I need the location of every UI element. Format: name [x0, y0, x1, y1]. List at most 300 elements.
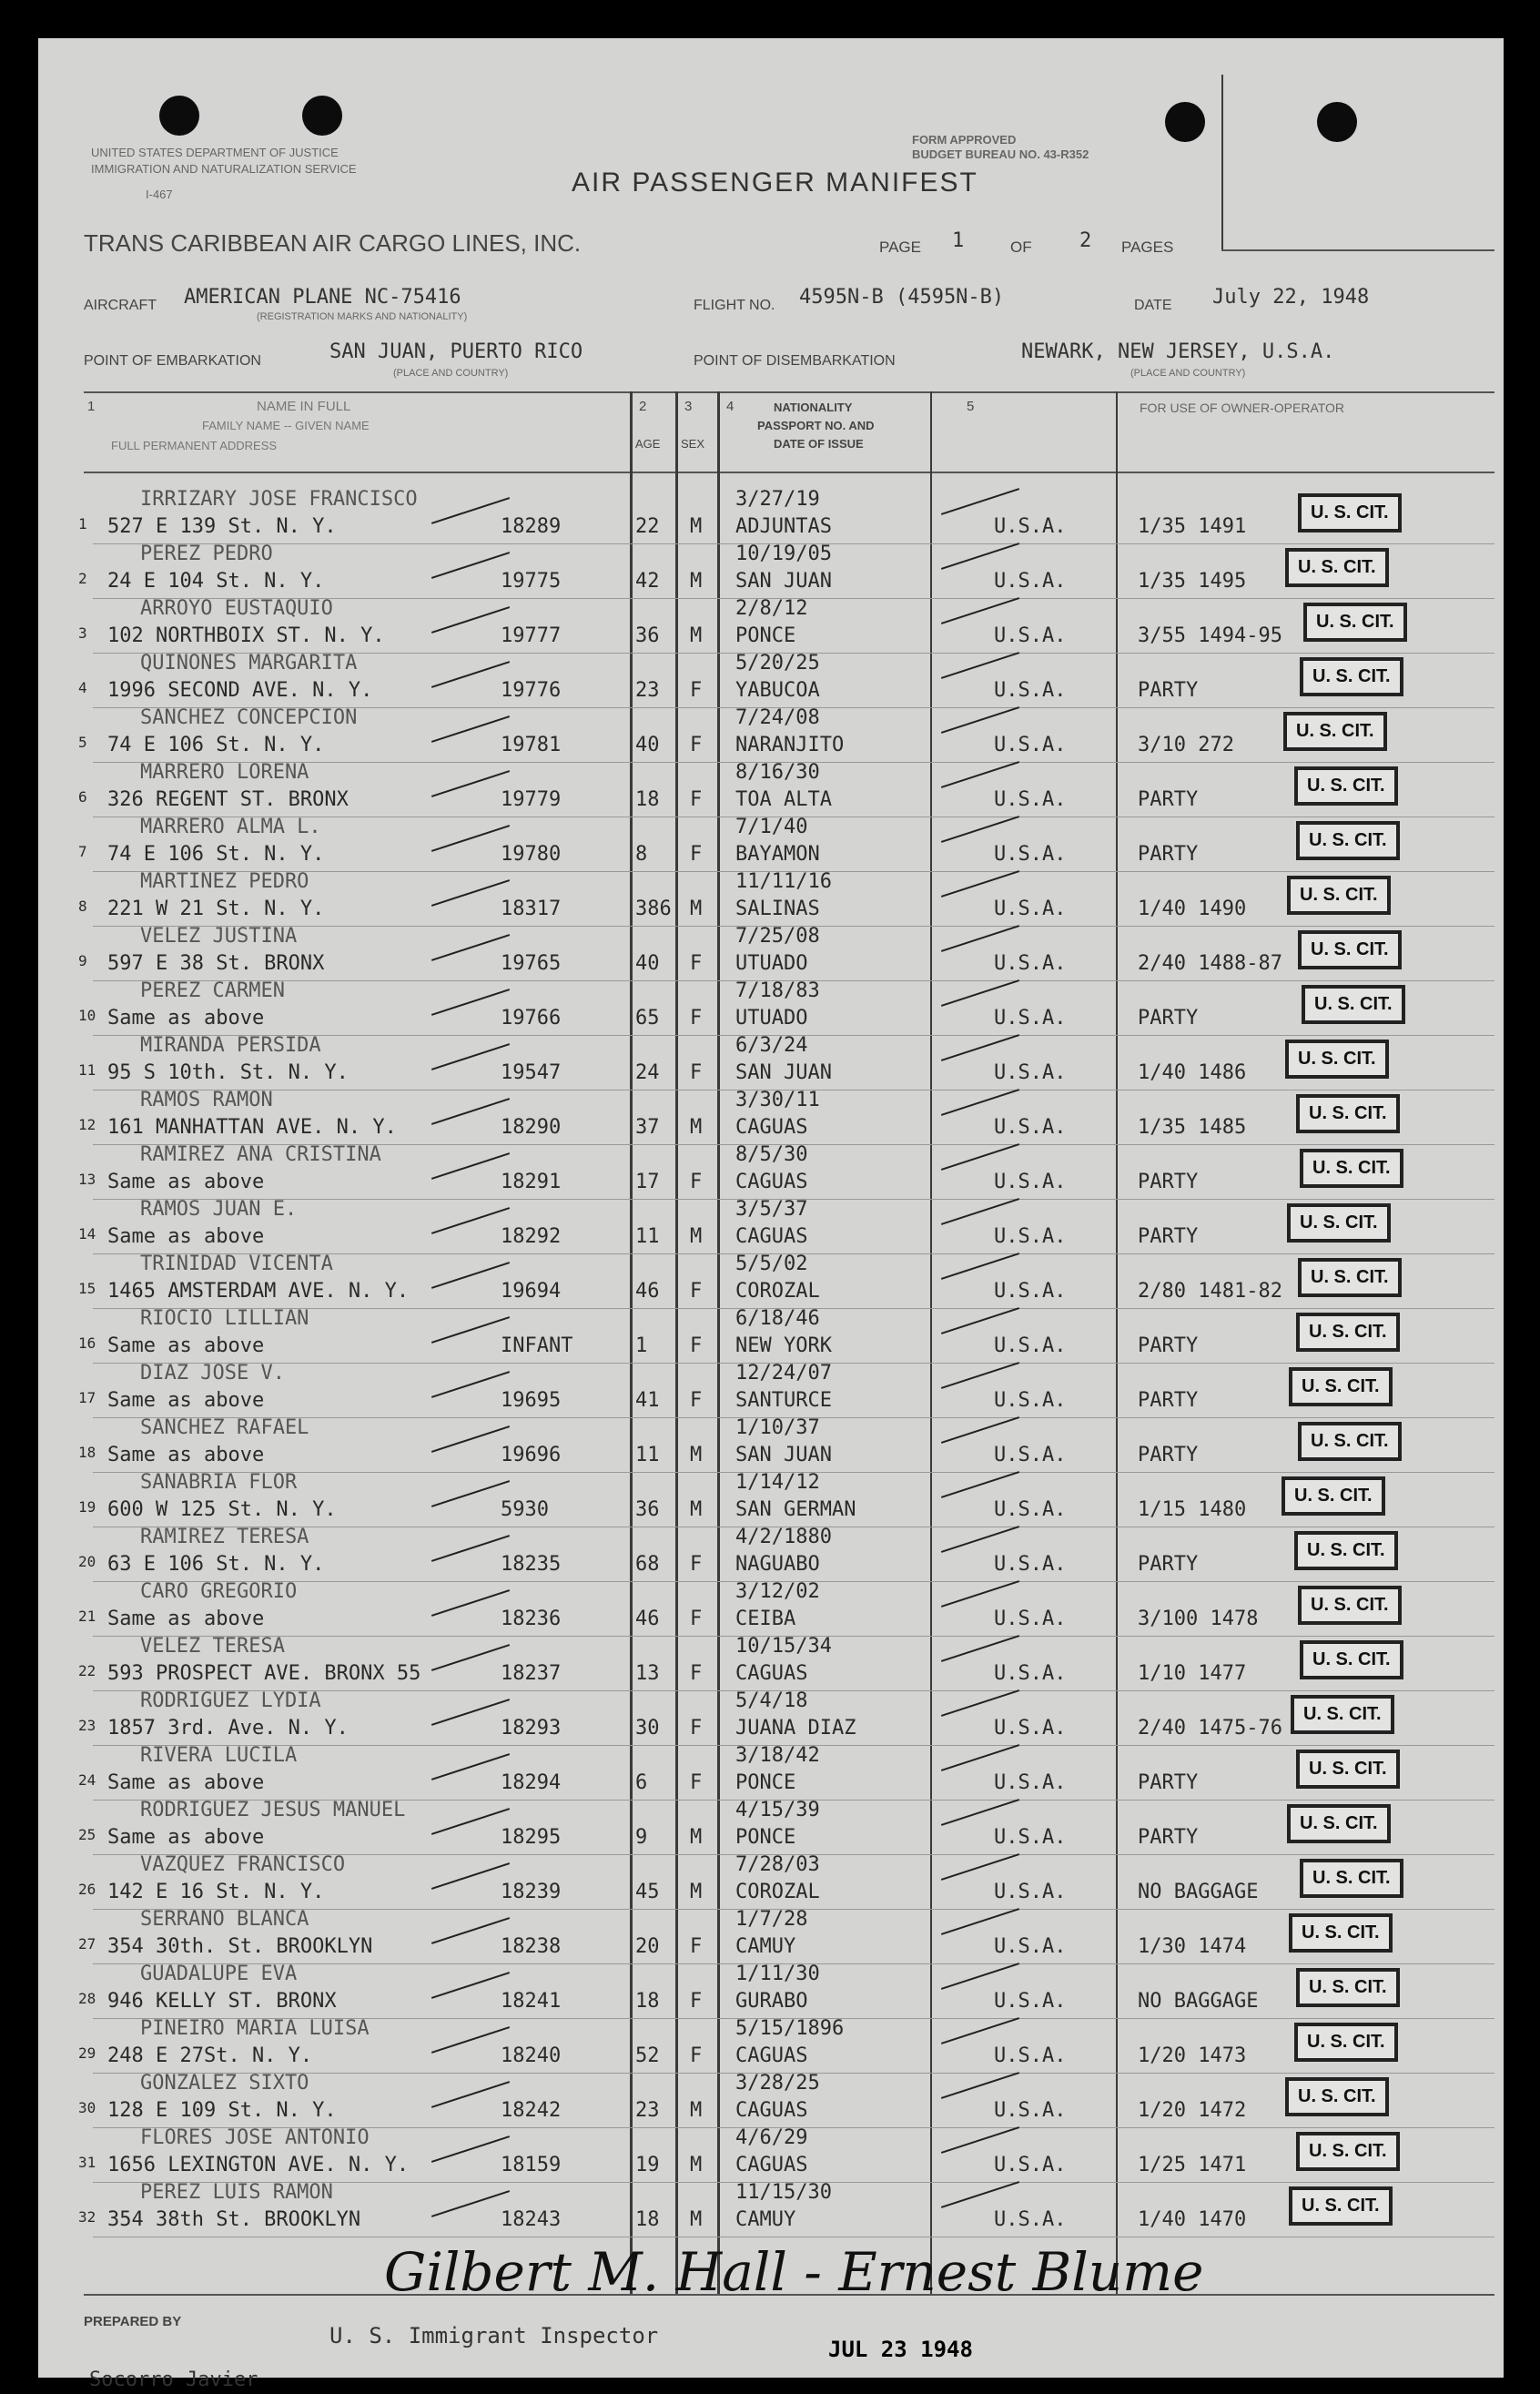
row-age: 24: [635, 1061, 660, 1084]
row-id-number: 19775: [501, 570, 562, 593]
row-sex: M: [690, 2099, 703, 2122]
row-birth-place: SAN JUAN: [735, 570, 832, 593]
row-age: 19: [635, 2154, 660, 2176]
check-mark: [941, 761, 1019, 788]
citizen-stamp: U. S. CIT.: [1294, 2023, 1398, 2062]
row-number: 16: [78, 1334, 96, 1352]
col3-number: 3: [684, 399, 693, 414]
table-header-rule: [84, 472, 1494, 473]
check-mark: [431, 1644, 510, 1671]
row-name: GUADALUPE EVA: [140, 1963, 298, 1985]
row-name: RODRIGUEZ JESUS MANUEL: [140, 1799, 406, 1821]
row-birth-date: 3/5/37: [735, 1198, 808, 1221]
row-age: 36: [635, 1498, 660, 1521]
row-nationality: U.S.A.: [994, 952, 1067, 975]
row-nationality: U.S.A.: [994, 2099, 1067, 2122]
row-sex: F: [690, 1334, 703, 1357]
row-birth-date: 3/12/02: [735, 1580, 820, 1603]
check-mark: [941, 1253, 1019, 1280]
col1-header-line3: FULL PERMANENT ADDRESS: [111, 439, 278, 452]
citizen-stamp: U. S. CIT.: [1298, 930, 1402, 969]
row-name: FLORES JOSE ANTONIO: [140, 2126, 370, 2149]
row-sex: M: [690, 1225, 703, 1248]
flight-label: FLIGHT NO.: [694, 298, 775, 313]
row-age: 52: [635, 2044, 660, 2067]
row-birth-date: 10/19/05: [735, 543, 832, 565]
row-sex: F: [690, 1280, 703, 1303]
table-row: [38, 708, 1504, 763]
check-mark: [941, 1198, 1019, 1225]
citizen-stamp: U. S. CIT.: [1289, 1913, 1393, 1953]
row-number: 31: [78, 2154, 96, 2171]
citizen-stamp: U. S. CIT.: [1298, 1258, 1402, 1297]
row-id-number: 18239: [501, 1881, 562, 1903]
punch-hole: [159, 96, 199, 136]
col4-header-line1: NATIONALITY: [774, 401, 853, 414]
check-mark: [431, 1589, 510, 1617]
row-birth-place: SANTURCE: [735, 1389, 832, 1412]
check-mark: [431, 1425, 510, 1453]
check-mark: [431, 825, 510, 852]
aircraft-value: AMERICAN PLANE NC-75416: [184, 286, 461, 309]
table-row: [38, 817, 1504, 872]
row-name: RIVERA LUCILA: [140, 1744, 298, 1767]
row-number: 15: [78, 1280, 96, 1297]
row-address: Same as above: [107, 1007, 265, 1030]
check-mark: [941, 1580, 1019, 1608]
embark-value: SAN JUAN, PUERTO RICO: [329, 340, 583, 363]
check-mark: [941, 1416, 1019, 1444]
check-mark: [941, 597, 1019, 624]
row-name: RAMIREZ ANA CRISTINA: [140, 1143, 381, 1166]
row-id-number: 19765: [501, 952, 562, 975]
row-age: 1: [635, 1334, 648, 1357]
row-number: 28: [78, 1990, 96, 2007]
table-row: [38, 1582, 1504, 1637]
check-mark: [431, 1699, 510, 1726]
row-birth-place: PONCE: [735, 1826, 796, 1849]
flight-value: 4595N-B (4595N-B): [799, 286, 1005, 309]
row-address: Same as above: [107, 1389, 265, 1412]
row-owner-note: PARTY: [1138, 679, 1199, 702]
row-birth-place: CAGUAS: [735, 1171, 808, 1193]
row-number: 5: [78, 734, 87, 751]
row-nationality: U.S.A.: [994, 1662, 1067, 1685]
row-address: 63 E 106 St. N. Y.: [107, 1553, 325, 1576]
table-row: [38, 1200, 1504, 1254]
row-nationality: U.S.A.: [994, 1553, 1067, 1576]
row-id-number: 18290: [501, 1116, 562, 1139]
check-mark: [431, 1043, 510, 1070]
row-number: 23: [78, 1717, 96, 1734]
row-address: 354 30th. St. BROOKLYN: [107, 1935, 373, 1958]
date-stamp: JUL 23 1948: [828, 2337, 973, 2362]
row-id-number: 19781: [501, 734, 562, 756]
manifest-page: [38, 38, 1504, 2391]
prepared-by-label: PREPARED BY: [84, 2314, 182, 2329]
row-owner-note: 1/40 1470: [1138, 2208, 1247, 2231]
check-mark: [941, 1799, 1019, 1826]
agency-line1: UNITED STATES DEPARTMENT OF JUSTICE: [91, 146, 339, 159]
row-birth-place: SAN JUAN: [735, 1444, 832, 1466]
row-id-number: 19696: [501, 1444, 562, 1466]
citizen-stamp: U. S. CIT.: [1282, 1476, 1385, 1516]
check-mark: [431, 1862, 510, 1890]
row-address: 593 PROSPECT AVE. BRONX 55: [107, 1662, 421, 1685]
table-row: [38, 599, 1504, 654]
row-birth-place: NAGUABO: [735, 1553, 820, 1576]
row-name: RAMOS JUAN E.: [140, 1198, 298, 1221]
table-row: [38, 1145, 1504, 1200]
check-mark: [941, 1034, 1019, 1061]
row-id-number: 18240: [501, 2044, 562, 2067]
row-owner-note: PARTY: [1138, 788, 1199, 811]
citizen-stamp: U. S. CIT.: [1302, 985, 1405, 1024]
row-number: 14: [78, 1225, 96, 1243]
row-name: SANCHEZ CONCEPCION: [140, 706, 358, 729]
title-right-rule: [1221, 249, 1494, 251]
row-number: 7: [78, 843, 87, 860]
row-birth-place: CAGUAS: [735, 2044, 808, 2067]
agency-line2: IMMIGRATION AND NATURALIZATION SERVICE: [91, 162, 357, 176]
inspector-signature: Gilbert M. Hall - Ernest Blume: [384, 2241, 1204, 2303]
check-mark: [431, 1972, 510, 1999]
col3-header: SEX: [681, 437, 705, 451]
table-row: [38, 2183, 1504, 2237]
row-owner-note: 1/15 1480: [1138, 1498, 1247, 1521]
check-mark: [941, 2072, 1019, 2099]
row-owner-note: 1/30 1474: [1138, 1935, 1247, 1958]
row-owner-note: PARTY: [1138, 1389, 1199, 1412]
row-age: 36: [635, 624, 660, 647]
row-sex: M: [690, 515, 703, 538]
check-mark: [941, 870, 1019, 898]
row-sex: M: [690, 624, 703, 647]
col4-header-line3: DATE OF ISSUE: [774, 437, 864, 451]
row-age: 13: [635, 1662, 660, 1685]
approval-line1: FORM APPROVED: [912, 133, 1017, 147]
citizen-stamp: U. S. CIT.: [1285, 2077, 1389, 2116]
row-age: 386: [635, 898, 672, 920]
citizen-stamp: U. S. CIT.: [1287, 876, 1391, 915]
row-birth-date: 7/18/83: [735, 979, 820, 1002]
row-owner-note: PARTY: [1138, 1771, 1199, 1794]
row-id-number: 18242: [501, 2099, 562, 2122]
check-mark: [431, 989, 510, 1016]
table-row: [38, 927, 1504, 981]
table-row: [38, 1637, 1504, 1691]
check-mark: [431, 1753, 510, 1780]
row-age: 45: [635, 1881, 660, 1903]
row-age: 30: [635, 1717, 660, 1740]
punch-hole: [1165, 102, 1205, 142]
check-mark: [941, 1526, 1019, 1553]
row-nationality: U.S.A.: [994, 1826, 1067, 1849]
check-mark: [941, 816, 1019, 843]
citizen-stamp: U. S. CIT.: [1287, 1804, 1391, 1843]
row-age: 18: [635, 1990, 660, 2013]
citizen-stamp: U. S. CIT.: [1303, 603, 1407, 642]
page-number: 1: [952, 229, 965, 252]
check-mark: [431, 1535, 510, 1562]
row-age: 46: [635, 1608, 660, 1630]
inspector-title: U. S. Immigrant Inspector: [329, 2323, 659, 2348]
row-nationality: U.S.A.: [994, 1771, 1067, 1794]
row-birth-date: 2/8/12: [735, 597, 808, 620]
row-address: 1857 3rd. Ave. N. Y.: [107, 1717, 349, 1740]
table-row: [38, 1801, 1504, 1855]
row-sex: M: [690, 1116, 703, 1139]
row-birth-date: 6/3/24: [735, 1034, 808, 1057]
table-row: [38, 1746, 1504, 1801]
check-mark: [431, 2135, 510, 2163]
row-number: 10: [78, 1007, 96, 1024]
row-sex: F: [690, 1935, 703, 1958]
row-nationality: U.S.A.: [994, 843, 1067, 866]
col4-number: 4: [726, 399, 735, 414]
row-age: 68: [635, 1553, 660, 1576]
row-address: Same as above: [107, 1225, 265, 1248]
check-mark: [431, 879, 510, 907]
row-sex: M: [690, 2208, 703, 2231]
row-birth-date: 11/11/16: [735, 870, 832, 893]
row-sex: F: [690, 1608, 703, 1630]
row-address: 161 MANHATTAN AVE. N. Y.: [107, 1116, 397, 1139]
row-name: MARRERO LORENA: [140, 761, 309, 784]
row-name: PEREZ LUIS RAMON: [140, 2181, 333, 2204]
row-nationality: U.S.A.: [994, 734, 1067, 756]
row-nationality: U.S.A.: [994, 570, 1067, 593]
citizen-stamp: U. S. CIT.: [1283, 712, 1387, 751]
row-id-number: INFANT: [501, 1334, 573, 1357]
row-birth-date: 3/27/19: [735, 488, 820, 511]
row-owner-note: PARTY: [1138, 1826, 1199, 1849]
row-name: DIAZ JOSE V.: [140, 1362, 285, 1385]
row-number: 27: [78, 1935, 96, 1953]
table-row: [38, 1254, 1504, 1309]
check-mark: [941, 2126, 1019, 2154]
owner-operator-header: FOR USE OF OWNER-OPERATOR: [1140, 401, 1345, 415]
check-mark: [941, 1362, 1019, 1389]
row-owner-note: 1/20 1472: [1138, 2099, 1247, 2122]
row-id-number: 18159: [501, 2154, 562, 2176]
table-row: [38, 544, 1504, 599]
row-birth-date: 1/11/30: [735, 1963, 820, 1985]
row-name: VELEZ TERESA: [140, 1635, 285, 1658]
row-name: MIRANDA PERSIDA: [140, 1034, 321, 1057]
page-total: 2: [1079, 229, 1092, 252]
row-address: 74 E 106 St. N. Y.: [107, 734, 325, 756]
row-nationality: U.S.A.: [994, 1444, 1067, 1466]
row-birth-place: PONCE: [735, 624, 796, 647]
check-mark: [431, 1262, 510, 1289]
row-number: 22: [78, 1662, 96, 1679]
row-owner-note: PARTY: [1138, 1007, 1199, 1030]
row-nationality: U.S.A.: [994, 1171, 1067, 1193]
col1-number: 1: [87, 399, 96, 414]
row-sex: F: [690, 679, 703, 702]
row-age: 20: [635, 1935, 660, 1958]
row-nationality: U.S.A.: [994, 2208, 1067, 2231]
row-nationality: U.S.A.: [994, 1389, 1067, 1412]
row-owner-note: 1/40 1490: [1138, 898, 1247, 920]
table-row: [38, 1364, 1504, 1418]
row-name: QUINONES MARGARITA: [140, 652, 358, 675]
citizen-stamp: U. S. CIT.: [1296, 821, 1400, 860]
row-birth-place: CAGUAS: [735, 1116, 808, 1139]
row-age: 9: [635, 1826, 648, 1849]
row-age: 18: [635, 2208, 660, 2231]
row-birth-date: 8/16/30: [735, 761, 820, 784]
row-name: PINEIRO MARIA LUISA: [140, 2017, 370, 2040]
row-birth-place: CAMUY: [735, 1935, 796, 1958]
col5-number: 5: [967, 399, 975, 414]
row-number: 9: [78, 952, 87, 969]
row-name: ARROYO EUSTAQUIO: [140, 597, 333, 620]
embark-label: POINT OF EMBARKATION: [84, 353, 261, 369]
row-sex: M: [690, 1826, 703, 1849]
citizen-stamp: U. S. CIT.: [1296, 2132, 1400, 2171]
table-row: [38, 1855, 1504, 1910]
check-mark: [941, 1744, 1019, 1771]
citizen-stamp: U. S. CIT.: [1289, 1367, 1393, 1406]
row-birth-place: COROZAL: [735, 1881, 820, 1903]
row-sex: F: [690, 1771, 703, 1794]
row-nationality: U.S.A.: [994, 624, 1067, 647]
check-mark: [431, 497, 510, 524]
aircraft-label: AIRCRAFT: [84, 298, 157, 313]
row-birth-place: NARANJITO: [735, 734, 845, 756]
row-name: IRRIZARY JOSE FRANCISCO: [140, 488, 418, 511]
row-owner-note: PARTY: [1138, 1444, 1199, 1466]
row-number: 3: [78, 624, 87, 642]
row-number: 20: [78, 1553, 96, 1570]
row-nationality: U.S.A.: [994, 1717, 1067, 1740]
check-mark: [431, 606, 510, 634]
row-id-number: 18289: [501, 515, 562, 538]
check-mark: [941, 1471, 1019, 1498]
row-id-number: 18294: [501, 1771, 562, 1794]
check-mark: [941, 1689, 1019, 1717]
check-mark: [941, 488, 1019, 515]
table-row: [38, 1418, 1504, 1473]
check-mark: [431, 1098, 510, 1125]
row-address: 946 KELLY ST. BRONX: [107, 1990, 337, 2013]
row-birth-date: 5/4/18: [735, 1689, 808, 1712]
row-owner-note: 3/55 1494-95: [1138, 624, 1282, 647]
table-top-rule: [84, 391, 1494, 393]
row-age: 18: [635, 788, 660, 811]
row-age: 11: [635, 1225, 660, 1248]
row-sex: F: [690, 788, 703, 811]
col1-header-line1: NAME IN FULL: [257, 399, 351, 414]
row-nationality: U.S.A.: [994, 1498, 1067, 1521]
row-owner-note: 2/40 1488-87: [1138, 952, 1282, 975]
disembark-caption: (PLACE AND COUNTRY): [1130, 368, 1246, 379]
row-sex: M: [690, 1498, 703, 1521]
row-name: TRINIDAD VICENTA: [140, 1253, 333, 1275]
row-name: CARO GREGORIO: [140, 1580, 298, 1603]
row-owner-note: 3/100 1478: [1138, 1608, 1259, 1630]
row-birth-place: CAGUAS: [735, 2154, 808, 2176]
row-nationality: U.S.A.: [994, 1116, 1067, 1139]
punch-hole: [302, 96, 342, 136]
row-birth-place: CAMUY: [735, 2208, 796, 2231]
row-birth-date: 5/20/25: [735, 652, 820, 675]
check-mark: [431, 1371, 510, 1398]
row-address: 354 38th St. BROOKLYN: [107, 2208, 361, 2231]
row-id-number: 19780: [501, 843, 562, 866]
check-mark: [431, 2081, 510, 2108]
table-row: [38, 763, 1504, 817]
row-age: 46: [635, 1280, 660, 1303]
row-birth-place: TOA ALTA: [735, 788, 832, 811]
row-nationality: U.S.A.: [994, 679, 1067, 702]
row-address: Same as above: [107, 1334, 265, 1357]
row-sex: F: [690, 1662, 703, 1685]
row-birth-date: 5/5/02: [735, 1253, 808, 1275]
row-owner-note: 2/80 1481-82: [1138, 1280, 1282, 1303]
row-owner-note: NO BAGGAGE: [1138, 1990, 1259, 2013]
row-number: 26: [78, 1881, 96, 1898]
row-name: RAMOS RAMON: [140, 1089, 273, 1111]
row-owner-note: 3/10 272: [1138, 734, 1234, 756]
table-row: [38, 1473, 1504, 1527]
row-address: Same as above: [107, 1608, 265, 1630]
row-number: 13: [78, 1171, 96, 1188]
row-owner-note: PARTY: [1138, 1171, 1199, 1193]
citizen-stamp: U. S. CIT.: [1294, 1531, 1398, 1570]
table-row: [38, 872, 1504, 927]
row-birth-date: 11/15/30: [735, 2181, 832, 2204]
row-age: 6: [635, 1771, 648, 1794]
table-row: [38, 2019, 1504, 2074]
row-birth-place: SALINAS: [735, 898, 820, 920]
row-id-number: 19547: [501, 1061, 562, 1084]
citizen-stamp: U. S. CIT.: [1296, 1094, 1400, 1133]
row-birth-date: 7/28/03: [735, 1853, 820, 1876]
check-mark: [431, 1480, 510, 1507]
row-birth-date: 8/5/30: [735, 1143, 808, 1166]
carrier-name: TRANS CARIBBEAN AIR CARGO LINES, INC.: [84, 229, 582, 257]
row-owner-note: 1/35 1495: [1138, 570, 1247, 593]
page-label: PAGE: [879, 238, 921, 256]
row-address: 1656 LEXINGTON AVE. N. Y.: [107, 2154, 410, 2176]
page-title: AIR PASSENGER MANIFEST: [572, 167, 978, 198]
disembark-value: NEWARK, NEW JERSEY, U.S.A.: [1021, 340, 1335, 363]
table-row: [38, 1964, 1504, 2019]
row-birth-place: CAGUAS: [735, 1662, 808, 1685]
row-address: 74 E 106 St. N. Y.: [107, 843, 325, 866]
citizen-stamp: U. S. CIT.: [1294, 766, 1398, 806]
row-address: 1996 SECOND AVE. N. Y.: [107, 679, 373, 702]
row-birth-date: 7/24/08: [735, 706, 820, 729]
row-owner-note: 1/35 1491: [1138, 515, 1247, 538]
row-owner-note: 1/40 1486: [1138, 1061, 1247, 1084]
row-id-number: 19779: [501, 788, 562, 811]
row-nationality: U.S.A.: [994, 898, 1067, 920]
row-owner-note: PARTY: [1138, 843, 1199, 866]
row-owner-note: NO BAGGAGE: [1138, 1881, 1259, 1903]
check-mark: [941, 652, 1019, 679]
row-birth-place: SAN JUAN: [735, 1061, 832, 1084]
row-sex: F: [690, 1007, 703, 1030]
table-row: [38, 2074, 1504, 2128]
row-nationality: U.S.A.: [994, 1007, 1067, 1030]
pages-label: PAGES: [1121, 238, 1174, 256]
row-name: SERRANO BLANCA: [140, 1908, 309, 1931]
date-label: DATE: [1134, 298, 1172, 313]
